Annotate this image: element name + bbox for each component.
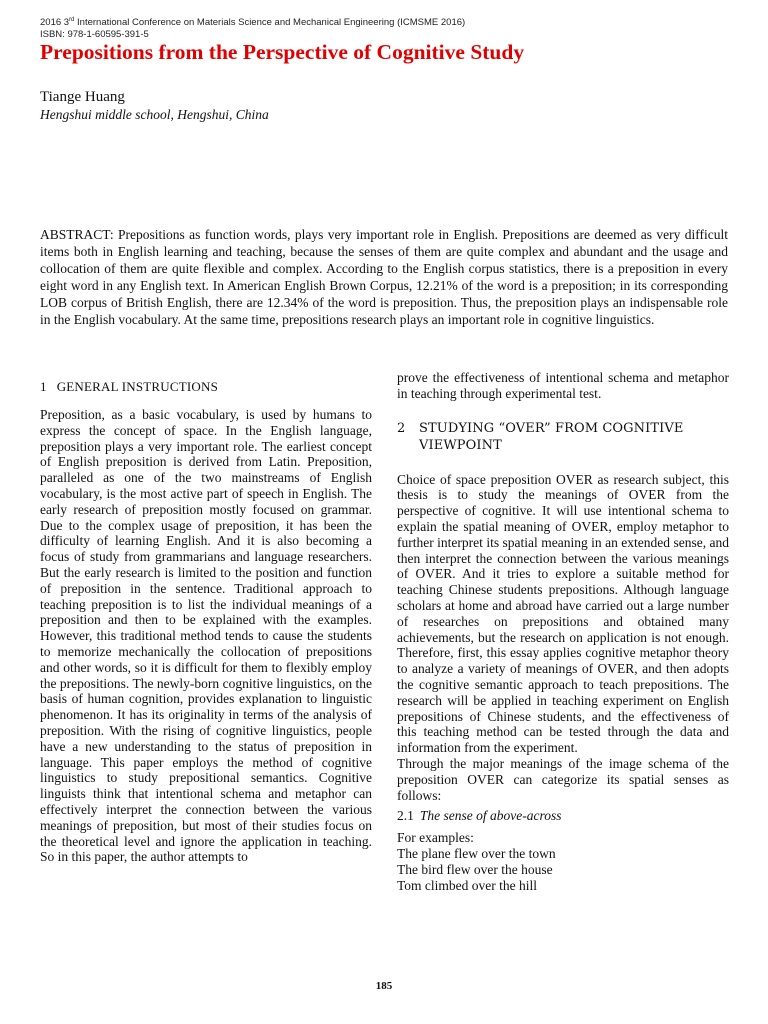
section-2-number: 2 [397,420,406,436]
isbn: ISBN: 978-1-60595-391-5 [40,29,149,41]
page-number: 185 [375,980,393,992]
section-2-title: STUDYING “OVER” FROM COGNITIVE VIEWPOINT [419,420,684,453]
section-1-number: 1 [40,379,47,394]
example-1: The plane flew over the town [397,845,556,861]
left-column [40,378,372,865]
example-3: Tom climbed over the hill [397,877,538,893]
conference-edition: 2016 3 [40,17,70,29]
conference-name: International Conference on Materials Science and Mechanical Engineering (ICMSME 2016) [74,17,466,29]
paper-title: Prepositions from the Perspective of Cognitive Study [40,40,525,64]
section-1-heading [40,378,372,395]
section-2-paragraph-2: Through the major meanings of the image schema of the preposition OVER can categorize its spatial senses as follows: [397,755,729,803]
conference-superscript: rd [69,17,75,23]
section-1-paragraph: Preposition, as a basic vocabulary, is used by humans to express the concept of space. In the English language, preposition plays a very important role. The earliest concept of English preposition is derived from Latin. Preposition, paralleled as one of the two mainstreams of English vocabulary, is the most active part of speech in English. The early research of preposition mostly focused on grammar. Due to the complex usage of preposition, it has been the difficulty of learning English. And it is also becoming a focus of study from grammarians and language researchers. But the early research is limited to the position and function of preposition in the sentence. Traditional approach to teaching preposition is to list the individual meanings of a preposition and then to be explained with the examples. However, this traditional method tends to cause the students to memorize mechanically the collocation of prepositions and other words, so it is difficult for them to flexibly employ the prepositions. The newly-born cognitive linguistics, on the basis of human cognition, provides explanation to linguistic phenomenon. It has its originality in terms of the analysis of preposition. With the rising of cognitive linguistics, people have a new understanding to the status of preposition in language. This paper employs the method of cognitive linguistics to study prepositional semantics. Cognitive linguists think that intentional schema and metaphor can effectively interpret the connection between the various meanings of preposition, but most of their studies focus on the theoretical level and ignore the application in teaching. So in this paper, the author attempts to [40,407,372,865]
subsection-2-1-number: 2.1 [397,808,414,824]
author-name: Tiange Huang [40,89,125,105]
author-affiliation: Hengshui middle school, Hengshui, China [40,107,269,122]
subsection-2-1-heading [397,808,729,824]
section-2-paragraph-1: Choice of space preposition OVER as research subject, this thesis is to study the meanings of OVER from the perspective of cognitive. It will use intentional schema to explain the spatial meaning of OVER, employ metaphor to further interpret its spatial meaning in an extended sense, and then interpret the connection between the various meanings of OVER. And it tries to explore a suitable method for teaching Chinese students prepositions. Although language scholars at home and abroad have carried out a large number of researches on prepositions and obtained many achievements, but the research on application is not enough. Therefore, first, this essay applies cognitive metaphor theory to analyze a variety of meanings of OVER, and then adopts the cognitive semantic approach to teach prepositions. The research will be applied in teaching experiment on English prepositions of Chinese students, and the effectiveness of this teaching method can be tested through the data and information from the experiment. [397,471,729,756]
subsection-2-1-title: The sense of above-across [419,808,562,824]
abstract: ABSTRACT: Prepositions as function words, plays very important role in English. Prepositions are deemed as very difficult items both in English learning and teaching, because the senses of them are quite complex and abundant and the usage and collocation of them are quite flexible and complex. According to the English corpus statistics, there is a preposition in every eight word in any English text. In American English Brown Corpus, 12.21% of the word is a preposition; in its corresponding LOB corpus of British English, there are 12.34% of the word is preposition. Thus, the preposition plays an indispensable role in the English vocabulary. At the same time, prepositions research plays an important role in cognitive linguistics. [40,227,728,327]
section-1-continuation: prove the effectiveness of intentional schema and metaphor in teaching through experimental test. [397,370,729,401]
section-1-title: GENERAL INSTRUCTIONS [56,379,219,394]
conference-header [40,14,465,41]
section-2-heading [397,420,729,454]
examples-label: For examples: [397,830,474,846]
example-2: The bird flew over the house [397,861,553,877]
right-column [397,370,729,893]
conference-line [40,14,465,29]
